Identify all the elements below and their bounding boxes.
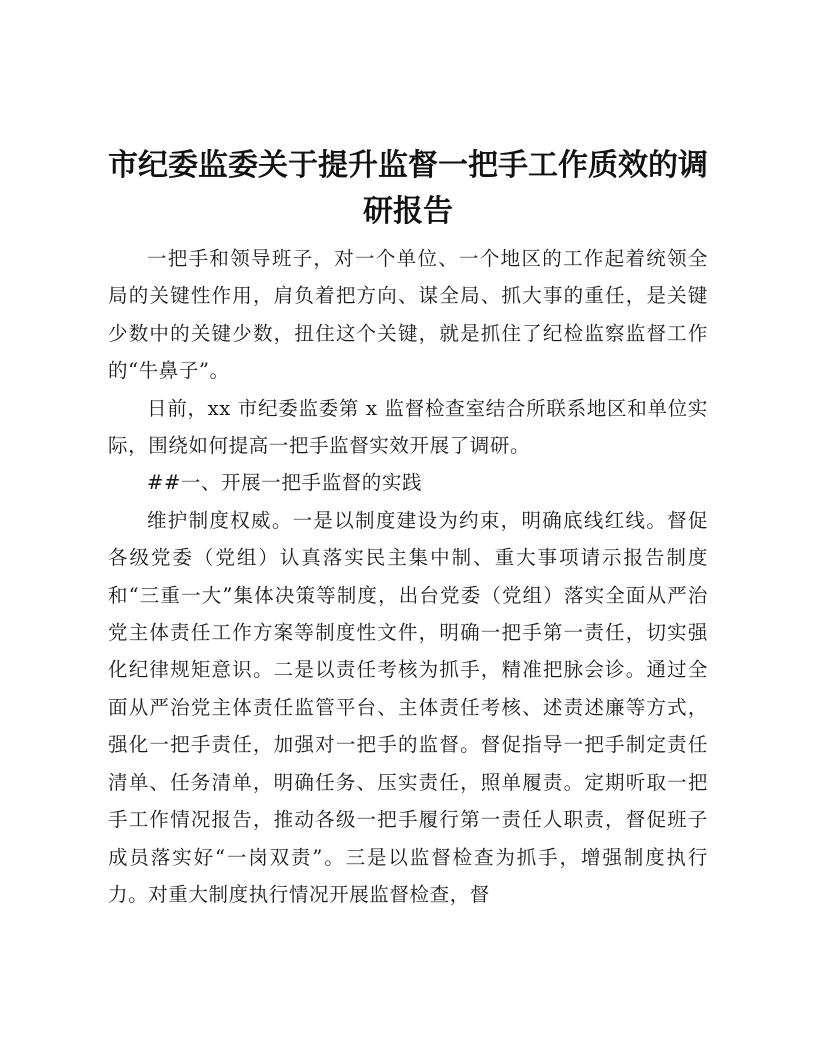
section-heading-1: ##一、开展一把手监督的实践 [147,471,423,495]
paragraph-intro: 一把手和领导班子，对一个单位、一个地区的工作起着统领全局的关键性作用，肩负着把方向、谋全局、抓大事的重任，是关键少数中的关键少数，扭住这个关键，就是抓住了纪检监察监督工作的“牛鼻子”。 [108,247,708,383]
paragraph-background: 日前，xx 市纪委监委第 x 监督检查室结合所联系地区和单位实际，围绕如何提高一把手监督实效开展了调研。 [108,396,708,458]
document-title: 市纪委监委关于提升监督一把手工作质效的调研报告 [108,148,708,229]
paragraph-section-1: 维护制度权威。一是以制度建设为约束，明确底线红线。督促各级党委（党组）认真落实民主集中制、重大事项请示报告制度和“三重一大”集体决策等制度，出台党委（党组）落实全面从严治党主体责任工作方案等制度性文件，明确一把手第一责任，切实强化纪律规矩意识。二是以责任考核为抓手，精准把脉会诊。通过全面从严治党主体责任监管平台、主体责任考核、述责述廉等方式，强化一把手责任，加强对一把手的监督。督促指导一把手制定责任清单、任务清单，明确任务、压实责任，照单履责。定期听取一把手工作情况报告，推动各级一把手履行第一责任人职责，督促班子成员落实好“一岗双责”。三是以监督检查为抓手，增强制度执行力。对重大制度执行情况开展监督检查，督 [108,508,708,906]
document-body [108,240,708,913]
